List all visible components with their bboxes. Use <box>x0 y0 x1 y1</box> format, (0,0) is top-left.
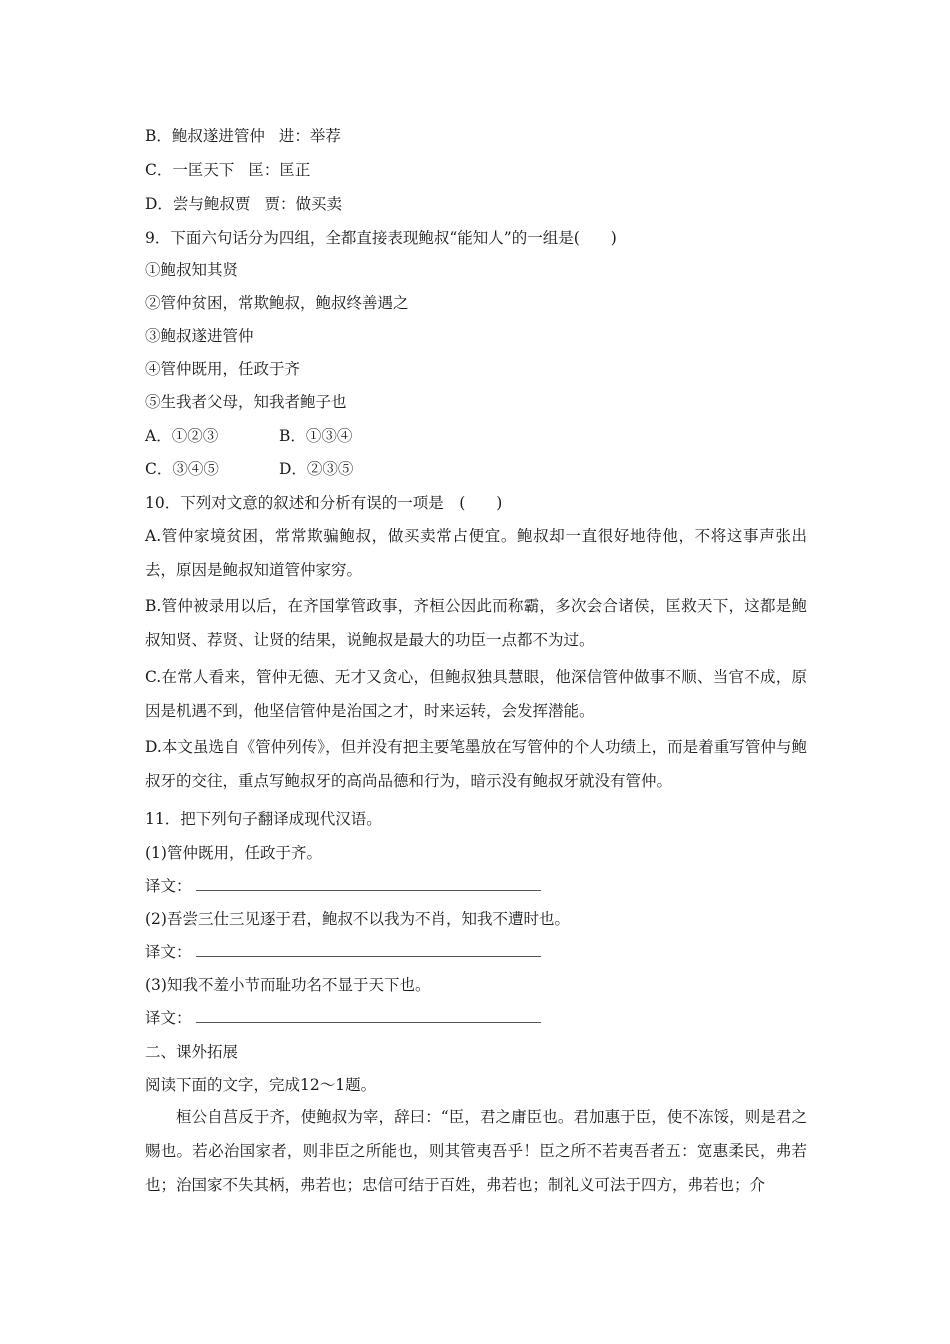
q9-choice-c: C．③④⑤ <box>145 460 219 478</box>
q9-item-3: ③鲍叔遂进管仲 <box>145 327 254 345</box>
section-heading: 二、课外拓展 <box>145 1043 239 1061</box>
option-gloss: 进：举荐 <box>278 127 341 145</box>
q11-answer-3 <box>145 1008 541 1028</box>
option-text: B．鲍叔遂进管仲 <box>145 127 265 145</box>
q9-item-4: ④管仲既用，任政于齐 <box>145 360 301 378</box>
q11-answer-2 <box>145 942 541 962</box>
q10-option-d: D.本文虽选自《管仲列传》，但并没有把主要笔墨放在写管仲的个人功绩上，而是着重写管仲与鲍叔牙的交往，重点写鲍叔牙的高尚品德和行为，暗示没有鲍叔牙就没有管仲。 <box>145 738 807 790</box>
q11-item-3: (3)知我不羞小节而耻功名不显于天下也。 <box>145 976 431 994</box>
reading-passage: 桓公自莒反于齐，使鲍叔为宰，辞曰：“臣，君之庸臣也。君加惠于臣，使不冻馁，则是君之赐也。若必治国家者，则非臣之所能也，则其管夷吾乎！臣之所不若夷吾者五：宽惠柔民，弗若也；治国家不失其柄，弗若也；忠信可结于百姓，弗若也；制礼义可法于四方，弗若也；介 <box>145 1108 807 1194</box>
answer-line[interactable] <box>196 1008 541 1023</box>
q10-option-c: C.在常人看来，管仲无德、无才又贪心，但鲍叔独具慧眼，他深信管仲做事不顺、当官不成，原因是机遇不到，他坚信管仲是治国之才，时来运转，会发挥潜能。 <box>145 668 807 720</box>
q8-option-b <box>145 126 341 146</box>
option-text: D．尝与鲍叔贾 <box>145 195 251 213</box>
q9-choices-row-1 <box>145 426 352 446</box>
q8-option-c <box>145 160 310 180</box>
q11-stem: 11．把下列句子翻译成现代汉语。 <box>145 810 382 828</box>
q10-option-b: B.管仲被录用以后，在齐国掌管政事，齐桓公因此而称霸，多次会合诸侯，匡救天下，这都是鲍叔知贤、荐贤、让贤的结果，说鲍叔是最大的功臣一点都不为过。 <box>145 597 807 649</box>
answer-label: 译文： <box>145 943 192 961</box>
option-gloss: 贾：做买卖 <box>264 195 342 213</box>
q11-answer-1 <box>145 876 541 896</box>
option-gloss: 匡：匡正 <box>248 161 311 179</box>
q9-item-2: ②管仲贫困，常欺鲍叔，鲍叔终善遇之 <box>145 294 409 312</box>
q10-option-a: A.管仲家境贫困，常常欺骗鲍叔，做买卖常占便宜。鲍叔却一直很好地待他，不将这事声张出去，原因是鲍叔知道管仲家穷。 <box>145 527 807 579</box>
answer-label: 译文： <box>145 877 192 895</box>
answer-line[interactable] <box>196 942 541 957</box>
option-text: C．一匡天下 <box>145 161 235 179</box>
q10-stem: 10．下列对文意的叙述和分析有误的一项是 ( ) <box>145 494 503 512</box>
q11-item-1: (1)管仲既用，任政于齐。 <box>145 844 322 862</box>
answer-line[interactable] <box>196 876 541 891</box>
q11-item-2: (2)吾尝三仕三见逐于君，鲍叔不以我为不肖，知我不遭时也。 <box>145 910 570 928</box>
q9-item-5: ⑤生我者父母，知我者鲍子也 <box>145 393 347 411</box>
q9-choice-b: B．①③④ <box>279 427 353 445</box>
q9-stem: 9．下面六句话分为四组，全都直接表现鲍叔“能知人”的一组是( ) <box>145 229 617 247</box>
answer-label: 译文： <box>145 1009 192 1027</box>
q9-choice-a: A．①②③ <box>145 427 219 445</box>
q9-choice-d: D．②③⑤ <box>279 460 354 478</box>
section-instruction: 阅读下面的文字，完成12～1题。 <box>145 1076 377 1094</box>
q8-option-d <box>145 194 342 214</box>
q9-item-1: ①鲍叔知其贤 <box>145 261 239 279</box>
q9-choices-row-2 <box>145 459 353 479</box>
